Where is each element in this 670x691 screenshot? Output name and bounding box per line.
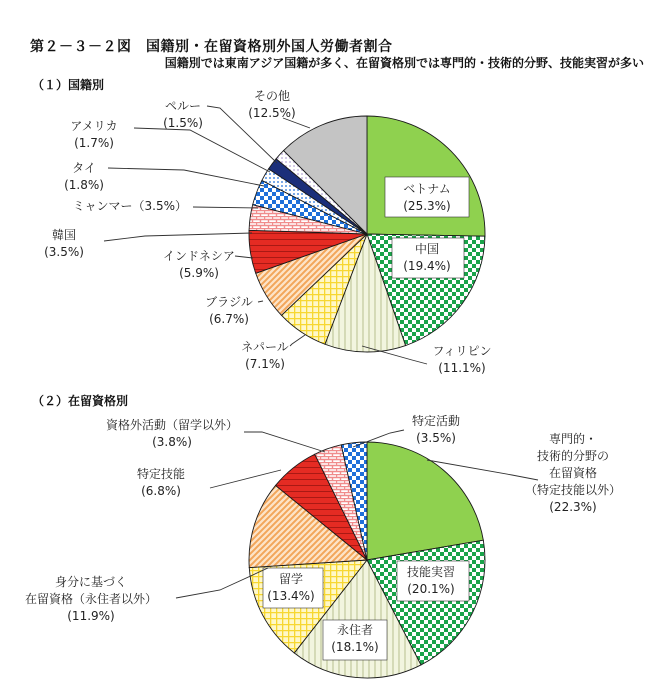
slice-label-line: ブラジル: [205, 295, 253, 309]
slice-label-line: 特定活動: [411, 414, 461, 428]
slice-label-line: (1.7%): [74, 136, 114, 150]
slice-label-line: (12.5%): [248, 106, 296, 120]
slice-label-line: アメリカ: [70, 119, 118, 133]
slice-label-line: 資格外活動（留学以外）: [105, 418, 239, 432]
slice-label-id: [163, 249, 235, 280]
leader-line-id: [235, 256, 253, 258]
leader-line-mm: [193, 207, 258, 208]
slice-label-line: (11.1%): [438, 361, 486, 375]
slice-label-mi: [25, 574, 157, 623]
figure-title: 第２－３－２図 国籍別・在留資格別外国人労働者割合: [30, 39, 393, 55]
slice-label-line: 特定技能: [136, 467, 186, 481]
slice-label-line: 永住者: [336, 623, 374, 637]
slice-label-line: ミャンマー（3.5%）: [72, 199, 187, 213]
slice-label-line: (1.8%): [64, 178, 104, 192]
pie-slice-vn: [367, 116, 485, 236]
slice-label-line: (3.5%): [44, 245, 84, 259]
leader-line-kr: [104, 233, 252, 241]
slice-label-line: 技術的分野の: [536, 449, 610, 463]
slice-label-kr: [44, 227, 84, 259]
slice-label-line: (1.5%): [163, 116, 203, 130]
leader-line-sk: [244, 432, 325, 452]
slice-label-line: (6.7%): [209, 312, 249, 326]
slice-label-line: 留学: [278, 572, 304, 586]
slice-label-tg: [137, 466, 185, 498]
slice-label-line: インドネシア: [163, 249, 235, 263]
slice-label-line: ペルー: [164, 99, 202, 113]
slice-label-br: [205, 295, 253, 326]
slice-label-line: (18.1%): [331, 640, 379, 654]
slice-label-us: [70, 119, 117, 150]
slice-label-line: (20.1%): [407, 582, 455, 596]
slice-label-line: （特定技能以外）: [524, 483, 622, 497]
leader-line-np: [290, 335, 305, 346]
slice-label-line: タイ: [72, 161, 96, 175]
slice-label-th: [64, 161, 104, 192]
leader-line-th: [108, 168, 264, 186]
slice-label-line: 在留資格: [548, 466, 598, 480]
slice-label-line: 韓国: [51, 228, 77, 242]
slice-label-line: (6.8%): [141, 484, 181, 498]
slice-label-line: ネパール: [241, 340, 289, 354]
slice-label-line: (7.1%): [245, 357, 285, 371]
slice-label-line: (13.4%): [267, 589, 315, 603]
slice-label-line: (5.9%): [179, 266, 219, 280]
slice-label-line: (19.4%): [403, 259, 451, 273]
slice-label-np: [241, 340, 289, 371]
slice-label-sk: [106, 417, 238, 449]
slice-label-line: 技能実習: [406, 565, 456, 579]
slice-label-line: (3.8%): [152, 435, 192, 449]
slice-label-tk: [412, 413, 460, 445]
leader-line-tg: [210, 470, 281, 488]
slice-label-ph: [432, 344, 491, 375]
slice-label-line: 在留資格（永住者以外）: [24, 592, 158, 606]
slice-label-line: 身分に基づく: [54, 575, 128, 589]
chart1-title: （１）国籍別: [32, 78, 105, 92]
pie-chart-2: [25, 413, 621, 678]
slice-label-line: ベトナム: [403, 182, 451, 196]
slice-label-sen: [525, 431, 621, 514]
slice-label-line: (25.3%): [403, 199, 451, 213]
slice-label-ot: [248, 88, 295, 120]
slice-label-mm: [73, 199, 187, 213]
slice-label-line: (11.9%): [67, 609, 115, 623]
slice-label-line: (3.5%): [416, 431, 456, 445]
pie-slice-sen: [367, 442, 483, 560]
slice-label-line: 中国: [414, 242, 440, 256]
chart2-title: （２）在留資格別: [32, 394, 129, 408]
leader-line-br: [258, 301, 263, 302]
figure-subtitle: 国籍別では東南アジア国籍が多く、在留資格別では専門的・技術的分野、技能実習が多い: [164, 56, 644, 70]
slice-label-line: フィリピン: [432, 344, 492, 358]
slice-label-pe: [163, 99, 203, 130]
pie-chart-1: [44, 88, 491, 375]
leader-line-us: [134, 128, 270, 172]
slice-label-line: (22.3%): [549, 500, 597, 514]
slice-label-line: 専門的・: [548, 432, 598, 446]
slice-label-line: その他: [253, 89, 291, 103]
